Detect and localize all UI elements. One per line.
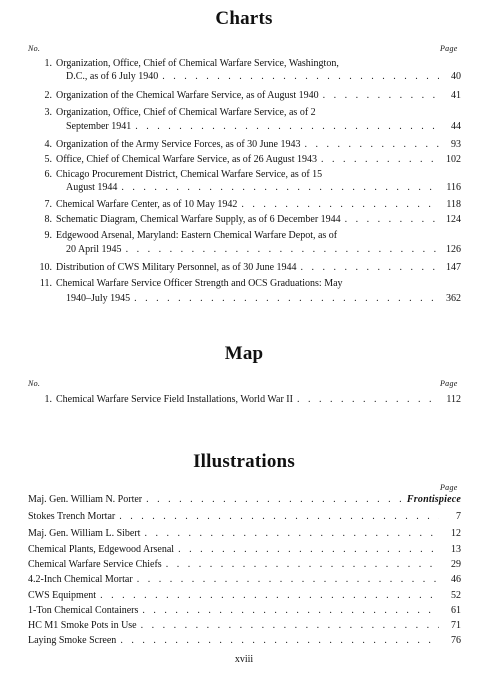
chart-number: 2.	[44, 90, 52, 101]
illustration-page: 12	[451, 528, 461, 539]
map-no-header: No.	[28, 379, 41, 388]
chart-number: 6.	[44, 169, 52, 180]
illustration-title: Chemical Plants, Edgewood Arsenal	[28, 544, 175, 555]
map-title: Chemical Warfare Service Field Installations, World War II	[56, 394, 293, 405]
chart-title: Chicago Procurement District, Chemical Warfare Service, as of 15	[56, 169, 323, 180]
illustration-entry-3	[28, 528, 461, 540]
illustration-title: 1-Ton Chemical Containers	[28, 605, 139, 616]
map-page: 112	[446, 394, 461, 405]
chart-number: 1.	[44, 58, 52, 69]
chart-entry-1	[28, 57, 461, 83]
illustration-title: Chemical Warfare Service Chiefs	[28, 559, 162, 570]
chart-number: 4.	[44, 139, 52, 150]
chart-number: 8.	[44, 214, 52, 225]
chart-title: Chemical Warfare Service Officer Strength and OCS Graduations: May	[56, 278, 343, 289]
map-page-header: Page	[440, 379, 458, 388]
illustration-page: 71	[451, 620, 461, 631]
chart-title: Organization of the Army Service Forces, as of 30 June 1943	[56, 139, 301, 150]
chart-entry-3	[28, 106, 461, 132]
illustration-page: 13	[451, 544, 461, 555]
chart-number: 7.	[44, 199, 52, 210]
illustrations-heading: Illustrations	[193, 451, 295, 472]
illustration-page: 76	[451, 635, 461, 646]
chart-entry-4	[28, 138, 461, 151]
illustration-entry-4	[28, 544, 461, 556]
chart-title-cont: D.C., as of 6 July 1940	[66, 71, 159, 82]
chart-number: 5.	[44, 154, 52, 165]
illustration-title: Laying Smoke Screen	[28, 635, 117, 646]
illustration-title: Maj. Gen. William L. Sibert	[28, 528, 141, 539]
illustration-title: Stokes Trench Mortar	[28, 511, 116, 522]
map-heading: Map	[224, 343, 264, 364]
chart-number: 3.	[44, 107, 52, 118]
illustrations-page-header: Page	[440, 483, 458, 492]
map-number: 1.	[44, 394, 52, 405]
chart-entry-11	[28, 277, 461, 303]
chart-title: Organization, Office, Chief of Chemical Warfare Service, Washington,	[56, 58, 339, 69]
chart-page: 41	[451, 90, 461, 101]
chart-title: Organization, Office, Chief of Chemical Warfare Service, as of 2	[56, 107, 316, 118]
illustration-title: 4.2-Inch Chemical Mortar	[28, 574, 133, 585]
chart-title: Edgewood Arsenal, Maryland: Eastern Chemical Warfare Depot, as of	[56, 230, 338, 241]
chart-title: Chemical Warfare Center, as of 10 May 1942	[56, 199, 238, 210]
chart-page: 116	[446, 182, 461, 193]
chart-number: 11.	[39, 278, 52, 289]
charts-no-header: No.	[28, 44, 41, 53]
illustration-title: Maj. Gen. William N. Porter	[28, 494, 143, 505]
illustration-entry-2	[28, 511, 461, 523]
map-entry-1	[28, 393, 461, 406]
chart-entry-8	[28, 213, 461, 226]
illustration-entry-8	[28, 605, 461, 617]
illustration-title: HC M1 Smoke Pots in Use	[28, 620, 137, 631]
chart-page: 126	[446, 244, 461, 255]
illustration-title: CWS Equipment	[28, 590, 97, 601]
chart-page: 93	[451, 139, 461, 150]
chart-page: 118	[446, 199, 461, 210]
illustration-entry-6	[28, 574, 461, 586]
chart-title: Schematic Diagram, Chemical Warfare Supply, as of 6 December 1944	[56, 214, 341, 225]
chart-page: 40	[451, 71, 461, 82]
chart-page: 124	[446, 214, 461, 225]
illustration-page: 7	[456, 511, 461, 522]
chart-title-cont: 20 April 1945	[66, 244, 122, 255]
chart-title-cont: August 1944	[66, 182, 118, 193]
chart-page: 147	[446, 262, 461, 273]
illustration-page: 46	[451, 574, 461, 585]
chart-title: Organization of the Chemical Warfare Service, as of August 1940	[56, 90, 319, 101]
charts-heading: Charts	[215, 8, 273, 29]
chart-page: 362	[446, 293, 461, 304]
illustration-page: 29	[451, 559, 461, 570]
chart-page: 102	[446, 154, 461, 165]
chart-entry-7	[28, 198, 461, 211]
illustration-page: 52	[451, 590, 461, 601]
illustration-entry-9	[28, 620, 461, 632]
illustration-entry-1	[28, 494, 461, 506]
chart-entry-10	[28, 261, 461, 274]
chart-number: 9.	[44, 230, 52, 241]
illustration-entry-7	[28, 590, 461, 602]
chart-entry-5	[28, 153, 461, 166]
chart-title: Distribution of CWS Military Personnel, as of 30 June 1944	[56, 262, 297, 273]
chart-number: 10.	[39, 262, 52, 273]
illustration-entry-10	[28, 635, 461, 647]
chart-entry-6	[28, 168, 461, 194]
chart-entry-9	[28, 229, 461, 255]
page-folio: xviii	[234, 654, 254, 665]
chart-title: Office, Chief of Chemical Warfare Service, as of 26 August 1943	[56, 154, 317, 165]
illustration-page: 61	[451, 605, 461, 616]
illustration-page: Frontispiece	[406, 494, 461, 505]
chart-title-cont: September 1941	[66, 121, 132, 132]
chart-page: 44	[451, 121, 461, 132]
illustration-entry-5	[28, 559, 461, 571]
chart-entry-2	[28, 89, 461, 102]
charts-page-header: Page	[440, 44, 458, 53]
chart-title-cont: 1940–July 1945	[66, 293, 131, 304]
